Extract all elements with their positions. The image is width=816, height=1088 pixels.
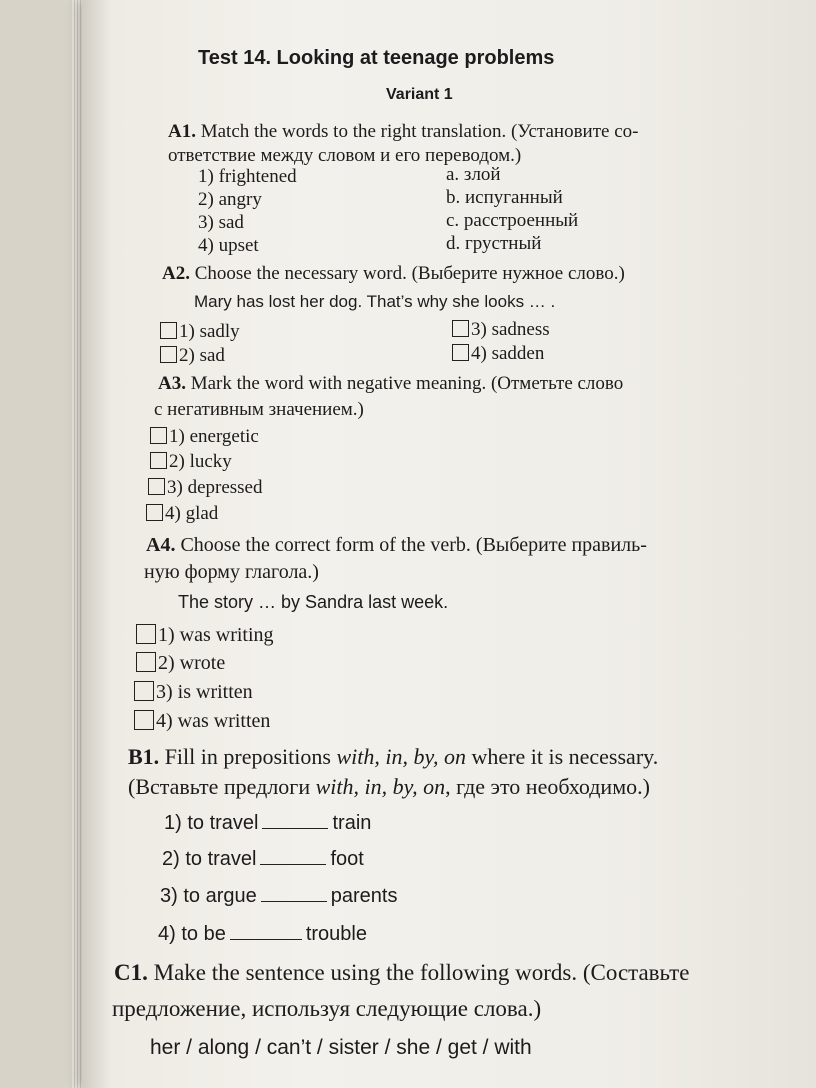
a4-option-label: 2) wrote (158, 652, 226, 674)
a2-instruction-text: Choose the necessary word. (Выберите нужное слово.) (194, 263, 625, 284)
a4-sentence: The story … by Sandra last week. (178, 592, 449, 612)
b1-item-text: 3) to argue (160, 885, 257, 907)
checkbox[interactable] (146, 504, 163, 521)
a2-option-label: 3) sadness (471, 319, 550, 340)
checkbox[interactable] (134, 681, 154, 701)
a3-instruction (158, 372, 623, 396)
a1-translation: c. расстроенный (446, 210, 579, 231)
a3-option[interactable] (150, 426, 259, 448)
a2-option[interactable] (452, 319, 550, 341)
c1-instruction (114, 960, 689, 986)
a2-option[interactable] (452, 343, 544, 365)
checkbox[interactable] (136, 652, 156, 672)
a4-option[interactable] (136, 652, 225, 675)
variant-label: Variant 1 (386, 86, 453, 103)
b1-item-text: parents (330, 885, 398, 907)
checkbox[interactable] (150, 452, 167, 469)
b1-item (164, 812, 371, 835)
b1-text: Fill in prepositions (164, 744, 337, 769)
a2-option[interactable] (160, 345, 225, 367)
a4-option-label: 4) was written (156, 710, 271, 732)
b1-item-text: foot (330, 848, 364, 870)
b1-text: (Вставьте предлоги (128, 774, 316, 799)
checkbox[interactable] (452, 344, 469, 361)
a1-translation: b. испуганный (446, 187, 563, 208)
a4-option-label: 1) was writing (158, 624, 274, 646)
b1-prepositions: with, in, by, on (336, 744, 466, 769)
a1-word: 4) upset (198, 235, 259, 256)
b1-instruction (128, 742, 658, 772)
b1-text: where it is necessary. (466, 744, 659, 769)
b1-prepositions: with, in, by, on (315, 774, 446, 799)
a1-word: 3) sad (198, 212, 244, 233)
a3-option-label: 2) lucky (169, 451, 232, 472)
a3-option[interactable] (150, 451, 232, 473)
b1-item (160, 885, 397, 908)
a3-label: A3. (158, 373, 186, 394)
a1-instruction-line2: ответствие между словом и его переводом.) (168, 145, 522, 166)
a3-option-label: 3) depressed (167, 477, 263, 498)
page-title: Test 14. Looking at teenage problems (198, 47, 555, 69)
b1-item-text: 4) to be (158, 923, 226, 945)
a1-word: 2) angry (198, 189, 262, 210)
a4-option[interactable] (134, 681, 253, 704)
a1-translation: d. грустный (446, 233, 542, 254)
a2-instruction (162, 262, 625, 286)
blank-field[interactable] (230, 925, 302, 940)
a3-option-label: 4) glad (165, 503, 219, 524)
b1-item (158, 923, 367, 946)
a4-instruction-text: Choose the correct form of the verb. (Выберите правиль- (180, 534, 647, 556)
a2-option-label: 4) sadden (471, 343, 545, 364)
a2-option-label: 2) sad (179, 345, 225, 366)
b1-item-text: train (332, 812, 372, 834)
b1-item-text: 1) to travel (164, 812, 259, 834)
a1-translation: a. злой (446, 164, 501, 185)
a2-option[interactable] (160, 321, 240, 343)
checkbox[interactable] (150, 427, 167, 444)
a1-instruction-text: Match the words to the right translation. (Установите со- (200, 121, 639, 142)
b1-item-text: trouble (305, 923, 367, 945)
c1-words: her / along / can’t / sister / she / get / with (150, 1036, 532, 1059)
b1-text: , где это необходимо.) (445, 774, 650, 799)
checkbox[interactable] (160, 346, 177, 363)
checkbox[interactable] (136, 624, 156, 644)
blank-field[interactable] (262, 814, 328, 829)
a3-instruction-line2: с негативным значением.) (154, 399, 364, 420)
checkbox[interactable] (148, 478, 165, 495)
a1-label: A1. (168, 121, 196, 142)
a3-option[interactable] (146, 503, 218, 525)
b1-item-text: 2) to travel (162, 848, 257, 870)
checkbox[interactable] (160, 322, 177, 339)
a2-label: A2. (162, 263, 190, 284)
a4-option-label: 3) is written (156, 681, 253, 703)
a3-instruction-text: Mark the word with negative meaning. (Отметьте слово (190, 373, 624, 394)
b1-instruction-line2 (128, 772, 650, 802)
a4-option[interactable] (136, 624, 274, 647)
b1-label: B1. (128, 744, 160, 769)
a4-instruction (146, 533, 647, 557)
a1-word: 1) frightened (198, 166, 297, 187)
a3-option-label: 1) energetic (169, 426, 259, 447)
a3-option[interactable] (148, 477, 263, 499)
blank-field[interactable] (261, 887, 327, 902)
b1-item (162, 848, 364, 871)
a2-option-label: 1) sadly (179, 321, 240, 342)
checkbox[interactable] (452, 320, 469, 337)
blank-field[interactable] (260, 850, 326, 865)
c1-instruction-line2: предложение, используя следующие слова.) (112, 996, 542, 1021)
a1-instruction (168, 120, 728, 144)
a2-sentence: Mary has lost her dog. That’s why she looks … . (194, 292, 556, 311)
a4-label: A4. (146, 534, 176, 556)
a4-instruction-line2: ную форму глагола.) (144, 561, 319, 583)
checkbox[interactable] (134, 710, 154, 730)
a4-option[interactable] (134, 710, 270, 733)
c1-label: C1. (114, 960, 148, 985)
c1-text: Make the sentence using the following words. (Составьте (153, 960, 690, 985)
